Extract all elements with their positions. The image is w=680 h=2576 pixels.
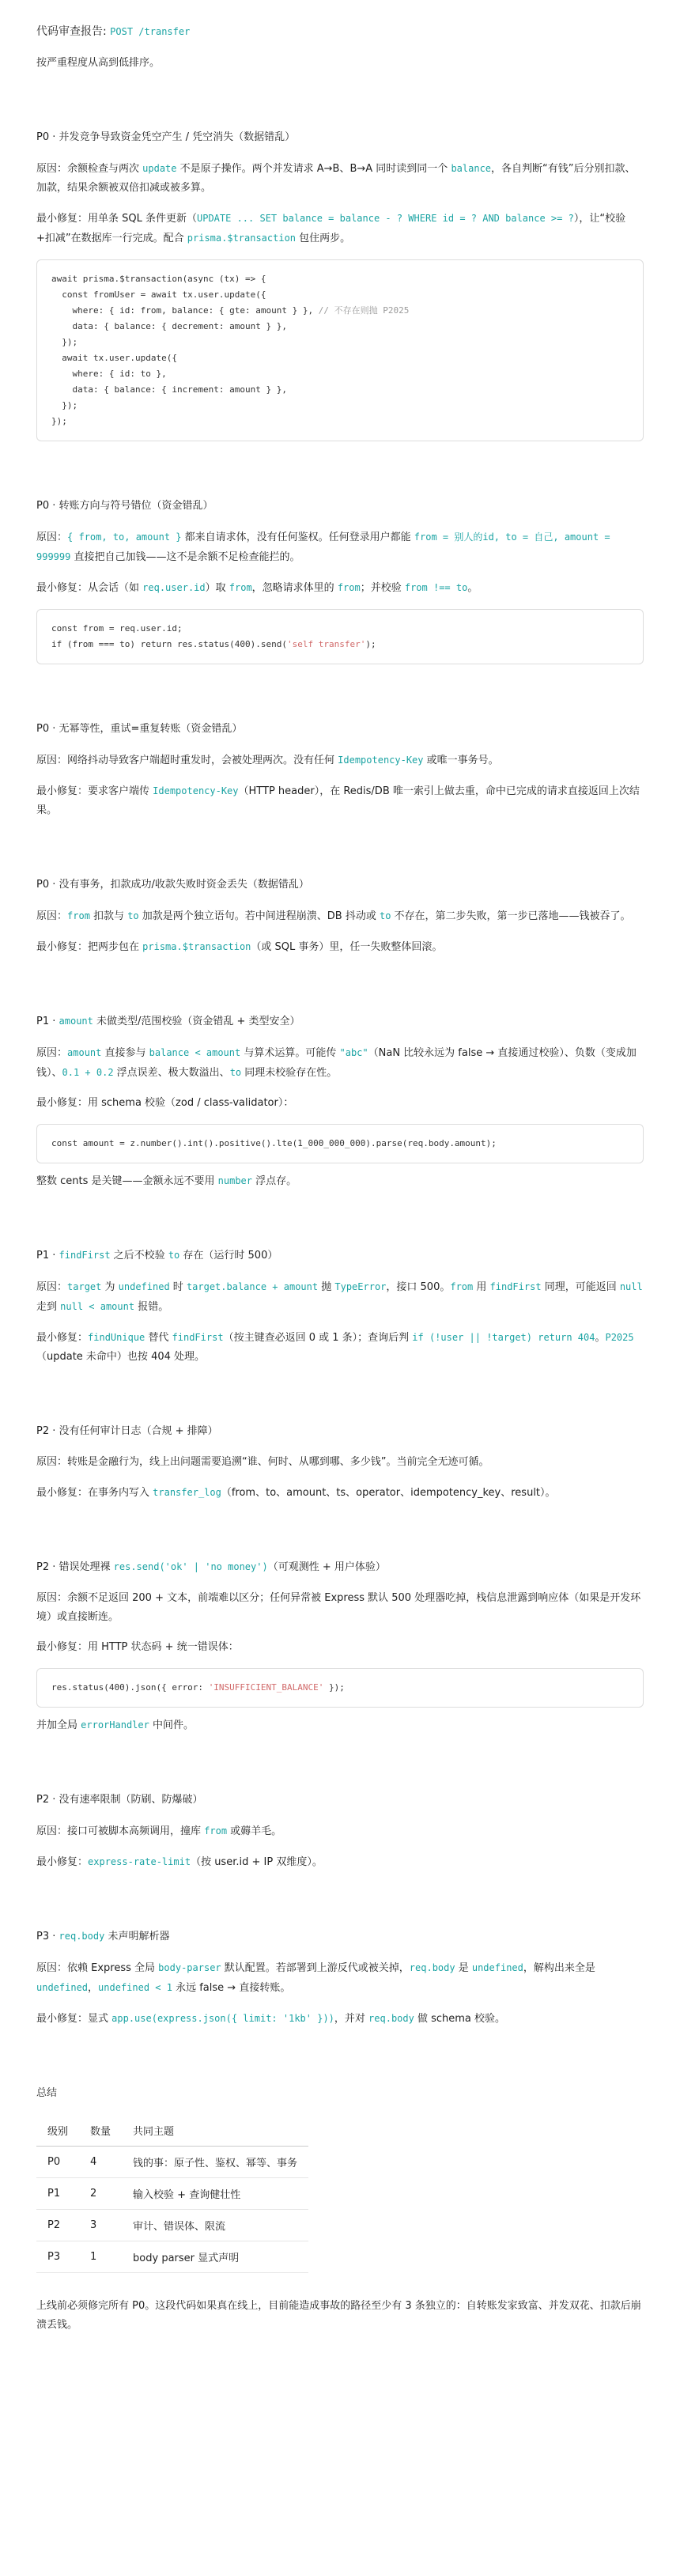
issue-heading: P0 · 无幂等性，重试=重复转账（资金错乱） [36,723,243,735]
issue-fix: 最小修复：把两步包在 prisma.$transaction（或 SQL 事务）里，任一失败整体回滚。 [36,941,443,953]
issue-heading: P1 · findFirst 之后不校验 to 存在（运行时 500） [36,1250,278,1262]
issue-error-handling [36,1558,644,1735]
table-row: P0 4 钱的事：原子性、鉴权、幂等、事务 [36,2147,308,2178]
table-header-row [36,2115,308,2147]
issue-heading: P2 · 没有速率限制（防刷、防爆破） [36,1794,203,1806]
issue-note: 整数 cents 是关键——金额永远不要用 number 浮点存。 [36,1175,297,1187]
code-block: const from = req.user.id; if (from === to) return res.status(400).send('self transfer'); [36,609,644,664]
issue-audit-log [36,1422,644,1503]
issue-heading: P0 · 并发竞争导致资金凭空产生 / 凭空消失（数据错乱） [36,131,296,143]
issue-fix: 最小修复：findUnique 替代 findFirst（按主键查必返回 0 或 1 条）；查询后判 if (!user || !target) return 404。P2025（update 未命中）也按 404 处理。 [36,1332,634,1363]
issue-reason: 原因：from 扣款与 to 加款是两个独立语句。若中间进程崩溃、DB 抖动或 to 不存在，第二步失败，第一步已落地——钱被吞了。 [36,910,631,922]
page-title: 代码审查报告: POST /transfer [36,25,191,38]
issue-heading: P0 · 没有事务，扣款成功/收款失败时资金丢失（数据错乱） [36,879,309,891]
issue-reason: 原因：接口可被脚本高频调用，撞库 from 或薅羊毛。 [36,1825,282,1837]
issue-heading: P2 · 错误处理裸 res.send('ok' | 'no money')（可观测性 + 用户体验） [36,1561,386,1573]
issue-rate-limit [36,1791,644,1872]
issue-reason: 原因：余额不足返回 200 + 文本，前端难以区分；任何异常被 Express 默认 500 处理器吃掉，栈信息泄露到响应体（如果是开发环境）或直接断连。 [36,1592,641,1623]
issue-amount-validation [36,1012,644,1191]
issue-idempotency [36,720,644,820]
summary-section [36,2084,644,2335]
issue-note: 并加全局 errorHandler 中间件。 [36,1719,194,1731]
issue-auth [36,497,644,664]
issue-heading: P1 · amount 未做类型/范围校验（资金错乱 + 类型安全） [36,1016,300,1027]
col-count: 数量 [79,2115,122,2147]
code-block: await prisma.$transaction(async (tx) => { const fromUser = await tx.user.update({ where: { id: from, balance: { gte: amount } }, // 不存在则抛 P2025 data: { balance: { decrement: amount } }, }); await tx.user.update({ where: { id: to }, data: { balance: { increment: amount } }, }); }); [36,259,644,441]
issue-fix: 最小修复：用单条 SQL 条件更新（UPDATE ... SET balance = balance - ? WHERE id = ? AND balance >= ?），让“校验+扣减”在数据库一行完成。配合 prisma.$transaction 包住两步。 [36,213,626,244]
issue-body-parser [36,1927,644,2029]
col-level: 级别 [36,2115,79,2147]
table-row: P2 3 审计、错误体、限流 [36,2210,308,2241]
issue-heading: P3 · req.body 未声明解析器 [36,1931,170,1942]
issue-reason: 原因：网络抖动导致客户端超时重发时，会被处理两次。没有任何 Idempotency-Key 或唯一事务号。 [36,755,499,766]
issue-reason: 原因：{ from, to, amount } 都来自请求体，没有任何鉴权。任何登录用户都能 from = 别人的id, to = 自己, amount = 999999 直接把自己加钱——这不是余额不足检查能拦的。 [36,531,610,563]
issue-race-condition [36,128,644,441]
issue-fix: 最小修复：express-rate-limit（按 user.id + IP 双维度）。 [36,1856,323,1868]
issue-reason: 原因：target 为 undefined 时 target.balance + amount 抛 TypeError，接口 500。from 用 findFirst 同理，可能返回 null 走到 null < amount 报错。 [36,1281,643,1313]
code-block: const amount = z.number().int().positive().lte(1_000_000_000).parse(req.body.amount); [36,1124,644,1163]
table-row: P3 1 body parser 显式声明 [36,2241,308,2273]
issue-reason: 原因：转账是金融行为，线上出问题需要追溯“谁、何时、从哪到哪、多少钱”。当前完全无迹可循。 [36,1456,489,1468]
summary-heading: 总结 [36,2087,58,2099]
issue-reason: 原因：余额检查与两次 update 不是原子操作。两个并发请求 A→B、B→A 同时读到同一个 balance，各自判断“有钱”后分别扣款、加款，结果余额被双倍扣减或被多算。 [36,163,636,194]
issue-fix: 最小修复：用 schema 校验（zod / class-validator）： [36,1097,294,1109]
issue-fix: 最小修复：从会话（如 req.user.id）取 from，忽略请求体里的 from；并校验 from !== to。 [36,582,478,594]
issue-transaction [36,876,644,957]
issue-findfirst [36,1246,644,1367]
table-row: P1 2 输入校验 + 查询健壮性 [36,2178,308,2210]
issue-reason: 原因：amount 直接参与 balance < amount 与算术运算。可能传 "abc"（NaN 比较永远为 false → 直接通过校验）、负数（变成加钱）、0.1 + 0.2 浮点误差、极大数溢出、to 同理未校验存在性。 [36,1047,637,1079]
summary-conclusion: 上线前必须修完所有 P0。这段代码如果真在线上，目前能造成事故的路径至少有 3 条独立的：自转账发家致富、并发双花、扣款后崩溃丢钱。 [36,2300,641,2331]
issue-fix: 最小修复：用 HTTP 状态码 + 统一错误体： [36,1641,239,1653]
summary-table [36,2115,308,2273]
issue-heading: P2 · 没有任何审计日志（合规 + 排障） [36,1425,218,1437]
col-theme: 共同主题 [122,2115,308,2147]
page-subtitle: 按严重程度从高到低排序。 [36,57,161,69]
issue-fix: 最小修复：显式 app.use(express.json({ limit: '1kb' }))，并对 req.body 做 schema 校验。 [36,2013,506,2025]
issue-heading: P0 · 转账方向与符号错位（资金错乱） [36,500,213,512]
code-block: res.status(400).json({ error: 'INSUFFICIENT_BALANCE' }); [36,1668,644,1708]
title-endpoint: POST /transfer [110,26,191,37]
issue-fix: 最小修复：在事务内写入 transfer_log（from、to、amount、ts、operator、idempotency_key、result）。 [36,1487,556,1499]
issue-fix: 最小修复：要求客户端传 Idempotency-Key（HTTP header），在 Redis/DB 唯一索引上做去重，命中已完成的请求直接返回上次结果。 [36,785,640,816]
issue-reason: 原因：依赖 Express 全局 body-parser 默认配置。若部署到上游反代或被关掉，req.body 是 undefined，解构出来全是 undefined，undefined < 1 永远 false → 直接转账。 [36,1962,595,1994]
